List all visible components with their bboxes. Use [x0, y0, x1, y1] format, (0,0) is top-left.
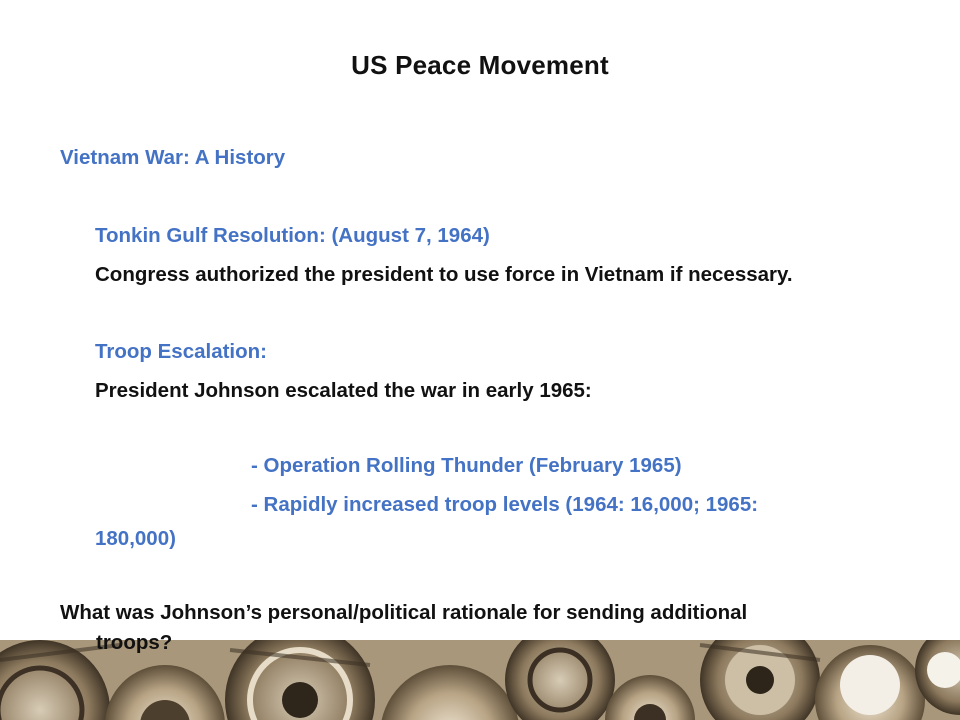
section-heading: Vietnam War: A History: [60, 146, 286, 169]
question-line-2: troops?: [96, 631, 173, 654]
escalation-text: President Johnson escalated the war in early 1965:: [95, 379, 592, 402]
escalation-heading: Troop Escalation:: [95, 340, 267, 363]
bullet-troop-levels: - Rapidly increased troop levels (1964: 16,000; 1965:: [251, 493, 759, 516]
tonkin-heading: Tonkin Gulf Resolution: (August 7, 1964): [95, 224, 490, 247]
bullet-troop-levels-cont: 180,000): [95, 527, 176, 550]
slide-title: US Peace Movement: [351, 50, 609, 80]
question-text: [60, 598, 900, 658]
question-line-1: What was Johnson’s personal/political rationale for sending additional: [60, 601, 748, 624]
tonkin-text: Congress authorized the president to use force in Vietnam if necessary.: [95, 263, 793, 286]
bullet-rolling-thunder: - Operation Rolling Thunder (February 1965): [251, 454, 682, 477]
